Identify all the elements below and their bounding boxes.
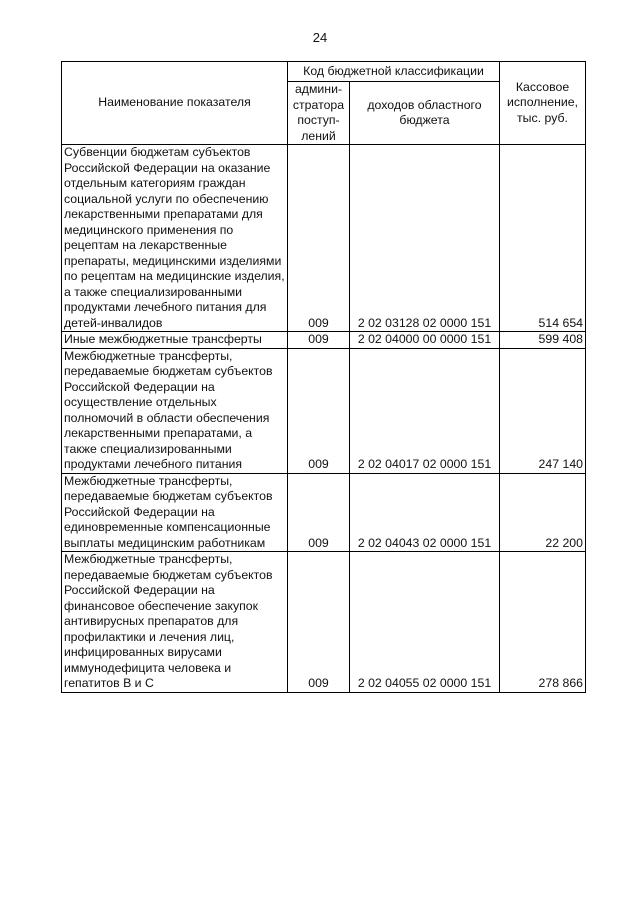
table-row bbox=[62, 552, 586, 693]
header-indicator-name: Наименование показателя bbox=[62, 62, 288, 145]
header-budget-classification: Код бюджетной классификации bbox=[288, 62, 500, 82]
row-amount: 599 408 bbox=[500, 332, 586, 349]
table-row bbox=[62, 473, 586, 552]
row-administrator-code: 009 bbox=[288, 552, 350, 693]
row-indicator-name: Межбюджетные трансферты, передаваемые бюджетам субъектов Российской Федерации на финансовое обеспечение закупок антивирусных препаратов для профилактики и лечения лиц, инфицированных вирусами иммунодефицита человека и гепатитов В и С bbox=[62, 552, 288, 693]
row-income-code: 2 02 04000 00 0000 151 bbox=[350, 332, 500, 349]
table-row bbox=[62, 145, 586, 332]
row-indicator-name: Межбюджетные трансферты, передаваемые бюджетам субъектов Российской Федерации на осуществление отдельных полномочий в области обеспечения лекарственными препаратами, а также специализированными продуктами лечебного питания bbox=[62, 348, 288, 473]
table-row bbox=[62, 348, 586, 473]
row-amount: 22 200 bbox=[500, 473, 586, 552]
row-amount: 514 654 bbox=[500, 145, 586, 332]
row-income-code: 2 02 04017 02 0000 151 bbox=[350, 348, 500, 473]
row-income-code: 2 02 03128 02 0000 151 bbox=[350, 145, 500, 332]
header-income-code: доходов областного бюджета bbox=[350, 82, 500, 145]
row-administrator-code: 009 bbox=[288, 473, 350, 552]
row-amount: 278 866 bbox=[500, 552, 586, 693]
row-amount: 247 140 bbox=[500, 348, 586, 473]
row-indicator-name: Межбюджетные трансферты, передаваемые бюджетам субъектов Российской Федерации на единовременные компенсационные выплаты медицинским работникам bbox=[62, 473, 288, 552]
row-indicator-name: Субвенции бюджетам субъектов Российской Федерации на оказание отдельным категориям граждан социальной услуги по обеспечению лекарственными препаратами для медицинского применения по рецептам на лекарственные препараты, медицинскими изделиями по рецептам на медицинские изделия, а также специализированными продуктами лечебного питания для детей-инвалидов bbox=[62, 145, 288, 332]
header-cash-execution: Кассовое исполнение, тыс. руб. bbox=[500, 62, 586, 145]
row-administrator-code: 009 bbox=[288, 348, 350, 473]
page-number: 24 bbox=[312, 30, 328, 45]
header-administrator-code: админи-стратора поступ-лений bbox=[288, 82, 350, 145]
row-indicator-name: Иные межбюджетные трансферты bbox=[62, 332, 288, 349]
row-income-code: 2 02 04043 02 0000 151 bbox=[350, 473, 500, 552]
row-income-code: 2 02 04055 02 0000 151 bbox=[350, 552, 500, 693]
row-administrator-code: 009 bbox=[288, 332, 350, 349]
budget-revenue-table bbox=[61, 61, 586, 693]
table-row bbox=[62, 332, 586, 349]
table-body bbox=[62, 145, 586, 693]
row-administrator-code: 009 bbox=[288, 145, 350, 332]
table-header bbox=[62, 62, 586, 145]
